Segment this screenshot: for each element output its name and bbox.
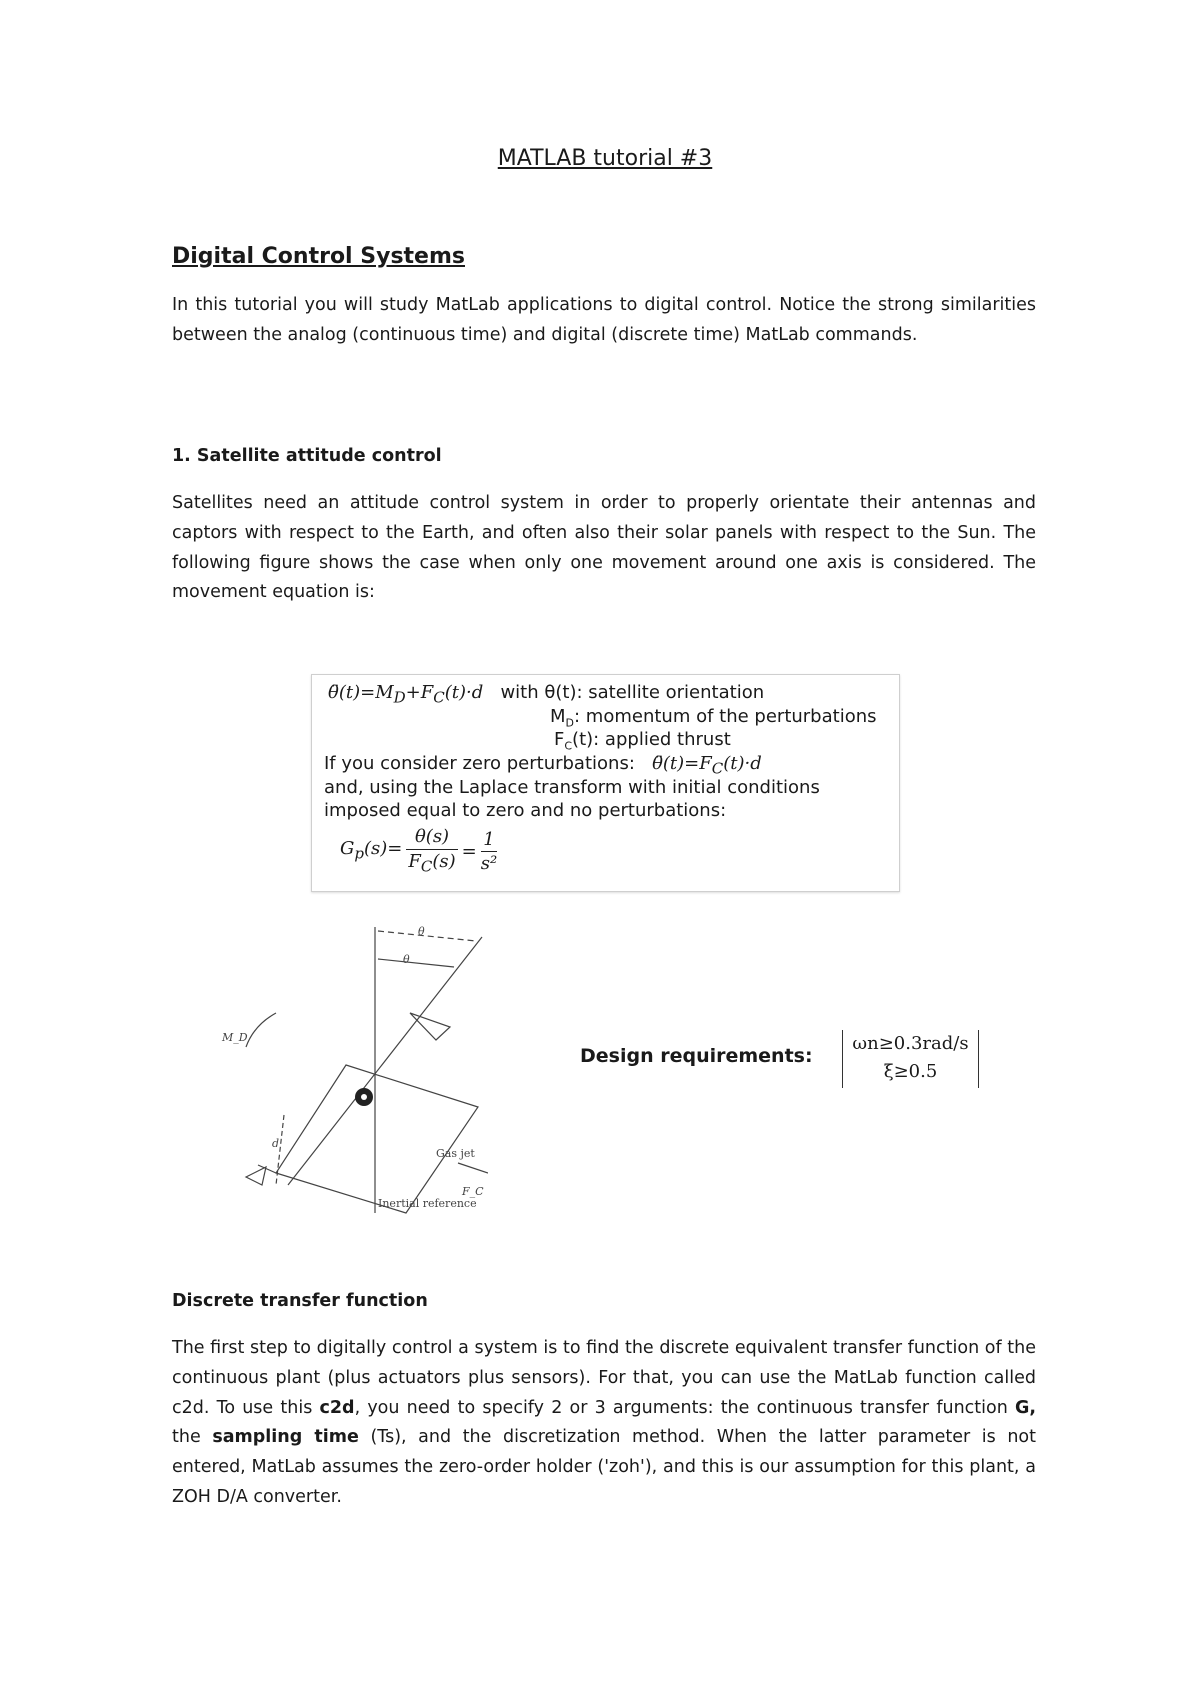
fc-label: F_C	[462, 1185, 484, 1198]
theta-description: with θ(t): satellite orientation	[500, 682, 765, 703]
satellite-paragraph: Satellites need an attitude control system in order to properly orientate their antennas and captors with respect to the Earth, and often also their solar panels with respect to the Sun. The following figure shows the case when only one movement around one axis is considered. The movement equation is:	[172, 493, 1036, 603]
d-label: d	[272, 1137, 280, 1150]
natural-frequency-requirement: ωn≥0.3rad/s	[852, 1033, 969, 1054]
reduced-equation: $\thetä(t)=F_C(t)\cdot d$	[652, 753, 762, 778]
theta-label-inner: θ	[403, 953, 410, 966]
satellite-heading: 1. Satellite attitude control	[172, 446, 442, 466]
md-label: M_D	[222, 1031, 248, 1044]
section-heading: Digital Control Systems	[172, 244, 465, 269]
theta-label-outer: θ	[418, 925, 425, 938]
movement-equation: $\thetä(t)=M_D+F_C(t)\cdot d$	[328, 682, 484, 707]
inertial-reference-label: Inertial reference	[378, 1197, 477, 1210]
transfer-function: $G_p(s)=$ $\frac{\theta(s)}{F_C(s)}$ = $\frac{1}{\text{s²}}$	[340, 825, 497, 879]
gas-jet-label: Gas jet	[436, 1147, 475, 1160]
satellite-figure	[218, 915, 488, 1220]
damping-requirement: ξ≥0.5	[883, 1061, 938, 1082]
laplace-text-1: and, using the Laplace transform with initial conditions	[324, 777, 820, 798]
intro-paragraph: In this tutorial you will study MatLab applications to digital control. Notice the strong similarities between the analog (continuous time) and digital (discrete time) MatLab commands.	[172, 295, 1036, 345]
laplace-text-2: imposed equal to zero and no perturbations:	[324, 800, 727, 821]
zero-perturbation-text: If you consider zero perturbations:	[324, 753, 635, 774]
design-requirements-label: Design requirements:	[580, 1045, 813, 1067]
md-description: $M_D$: momentum of the perturbations	[550, 706, 877, 730]
fc-description: $F_C(t)$: applied thrust	[554, 729, 731, 753]
discrete-tf-paragraph: The first step to digitally control a system is to find the discrete equivalent transfer function of the continuous plant (plus actuators plus sensors). For that, you can use the MatLab function called c2d. To use this c2d, you need to specify 2 or 3 arguments: the continuous transfer function G, the sampling time (Ts), and the discretization method. When the latter parameter is not entered, MatLab assumes the zero-order holder ('zoh'), and this is our assumption for this plant, a ZOH D/A converter.	[172, 1338, 1036, 1507]
discrete-tf-heading: Discrete transfer function	[172, 1291, 428, 1311]
equation-box	[311, 674, 900, 892]
design-requirements-matrix	[842, 1030, 979, 1088]
document-title: MATLAB tutorial #3	[497, 146, 713, 171]
